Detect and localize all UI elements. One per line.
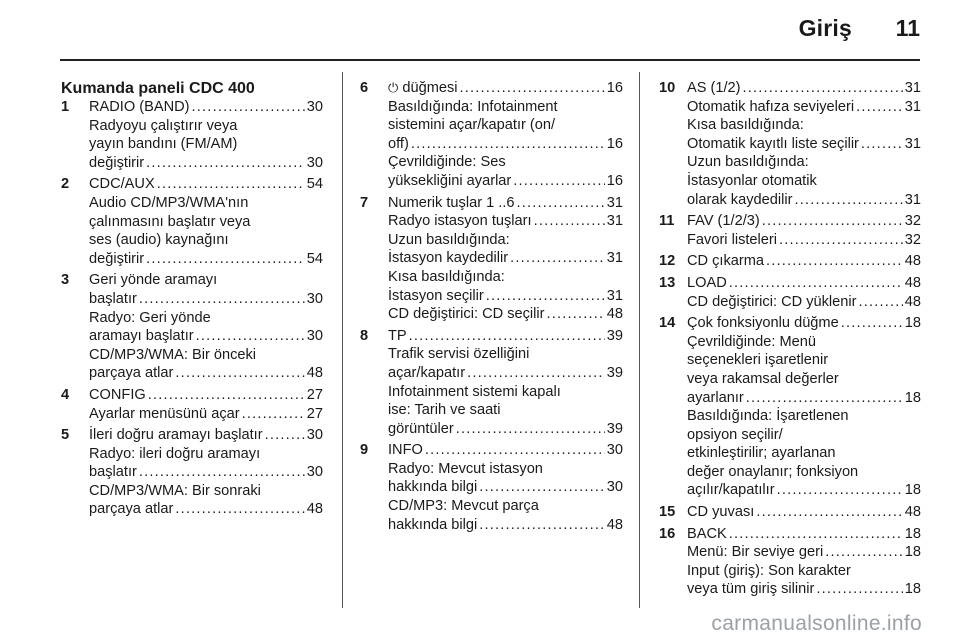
column-right: [659, 79, 921, 602]
entry-text: Menü: Bir seviye geri: [687, 544, 824, 561]
page-reference-link[interactable]: 16: [606, 80, 623, 96]
index-entry: [61, 98, 323, 172]
entry-line: CD/MP3/WMA: Bir sonraki: [89, 482, 261, 499]
page-reference-link[interactable]: 27: [306, 405, 323, 422]
dot-leader: [794, 191, 902, 210]
dot-leader: [762, 212, 903, 231]
entry-line-with-page: [89, 290, 323, 309]
entry-text-wrap: [89, 426, 263, 445]
entry-text-wrap: [388, 194, 515, 213]
entry-text-wrap: [388, 212, 532, 231]
entry-text-wrap: [388, 441, 423, 460]
entry-line-with-page: [388, 79, 623, 98]
index-entry: [61, 426, 323, 519]
page-title: Giriş: [798, 15, 852, 41]
entry-text: off): [388, 135, 409, 152]
entry-line: etkinleştirilir; ayarlanan: [687, 445, 836, 462]
entry-number: 5: [61, 427, 70, 444]
entry-text-wrap: [388, 516, 477, 535]
watermark: carmanualsonline.info: [711, 612, 922, 635]
entry-text-wrap: [89, 364, 173, 383]
entry-text: Otomatik kayıtlı liste seçilir: [687, 135, 859, 152]
page-reference-link[interactable]: 18: [904, 581, 921, 598]
entry-line-with-page: [687, 98, 921, 117]
dot-leader: [409, 327, 605, 346]
entry-text: AS (1/2): [687, 80, 741, 96]
entry-text: CD çıkarma: [687, 253, 765, 270]
column-divider: [639, 72, 640, 608]
page-reference-link[interactable]: 16: [606, 172, 623, 189]
entry-text-wrap: [89, 405, 240, 424]
entry-line-with-page: [388, 364, 623, 383]
dot-leader: [841, 314, 903, 333]
entry-number: 6: [360, 80, 369, 96]
page-reference-link[interactable]: 18: [904, 544, 921, 561]
entry-text: parçaya atlar: [89, 501, 174, 518]
entry-line-with-page: [388, 478, 623, 497]
entry-number: 3: [61, 272, 70, 289]
entry-text-wrap: [388, 135, 409, 154]
page-reference-link[interactable]: 30: [306, 154, 323, 171]
entry-text-wrap: [687, 580, 814, 599]
dot-leader: [265, 426, 305, 445]
entry-line-with-page: [388, 172, 623, 191]
page-reference-link[interactable]: 30: [306, 99, 323, 115]
page-reference-link[interactable]: 18: [904, 315, 921, 332]
entry-text: veya tüm giriş silinir: [687, 581, 815, 598]
dot-leader: [729, 525, 903, 544]
dot-leader: [479, 516, 605, 535]
entry-text: CD değiştirici: CD seçilir: [388, 306, 545, 323]
entry-line-with-page: [687, 314, 921, 333]
entry-text-wrap: [687, 212, 760, 231]
page-reference-link[interactable]: 31: [606, 194, 623, 211]
entry-line-with-page: [89, 327, 323, 346]
entry-text: düğmesi: [402, 80, 458, 96]
entry-text: FAV (1/2/3): [687, 213, 760, 230]
page-reference-link[interactable]: 48: [904, 504, 921, 521]
page-reference-link[interactable]: 30: [306, 464, 323, 481]
entry-text-wrap: [687, 389, 744, 408]
page-reference-link[interactable]: 31: [606, 250, 623, 267]
entry-text: olarak kaydedilir: [687, 191, 793, 208]
entry-text-wrap: [89, 386, 146, 405]
page-number: 11: [895, 15, 920, 41]
entry-number: 12: [659, 253, 676, 270]
page-reference-link[interactable]: 31: [904, 191, 921, 208]
entry-line-with-page: [687, 389, 921, 408]
dot-leader: [547, 305, 605, 324]
entry-line-with-page: [687, 274, 921, 293]
entry-text-wrap: [388, 249, 508, 268]
dot-leader: [460, 79, 605, 98]
page-reference-link[interactable]: 48: [606, 306, 623, 323]
dot-leader: [766, 252, 903, 271]
entry-line: Kısa basıldığında:: [388, 268, 505, 285]
entry-text-wrap: [89, 290, 137, 309]
entry-text-wrap: [687, 98, 854, 117]
dot-leader: [756, 503, 902, 522]
entry-text: görüntüler: [388, 420, 454, 437]
entry-line: Trafik servisi özelliğini: [388, 346, 530, 363]
dot-leader: [479, 478, 605, 497]
index-entry: [659, 525, 921, 599]
dot-leader: [242, 405, 305, 424]
index-entry: [659, 252, 921, 271]
entry-text: parçaya atlar: [89, 365, 174, 382]
entry-text-wrap: [687, 191, 792, 210]
entry-line-with-page: [388, 249, 623, 268]
entry-line-with-page: [89, 463, 323, 482]
entry-line-with-page: [388, 516, 623, 535]
entry-line-with-page: [687, 79, 921, 98]
entry-text: İstasyon kaydedilir: [388, 250, 509, 267]
entry-text: Favori listeleri: [687, 231, 778, 248]
entry-line: Infotainment sistemi kapalı: [388, 383, 561, 400]
entry-text-wrap: [687, 231, 777, 250]
page-reference-link[interactable]: 30: [606, 442, 623, 459]
dot-leader: [456, 420, 605, 439]
dot-leader: [139, 463, 305, 482]
entry-text-wrap: [687, 274, 727, 293]
entry-text-wrap: [89, 327, 194, 346]
dot-leader: [856, 98, 903, 117]
page-reference-link[interactable]: 48: [904, 293, 921, 310]
page-reference-link[interactable]: 31: [904, 98, 921, 115]
index-entry: [360, 327, 623, 439]
entry-line-with-page: [687, 503, 921, 522]
entry-text-wrap: [388, 79, 458, 98]
entry-number: 14: [659, 315, 676, 332]
entry-text-wrap: [687, 525, 727, 544]
dot-leader: [816, 580, 902, 599]
entry-line-with-page: [89, 250, 323, 269]
entry-text: değiştirir: [89, 250, 145, 267]
page-header: [60, 0, 920, 62]
entry-line-with-page: [687, 231, 921, 250]
dot-leader: [139, 290, 305, 309]
dot-leader: [534, 212, 605, 231]
page-reference-link[interactable]: 30: [606, 479, 623, 496]
section-title: Kumanda paneli CDC 400: [61, 80, 255, 97]
page-reference-link[interactable]: 39: [606, 364, 623, 381]
entry-number: 1: [61, 99, 70, 115]
entry-line-with-page: [388, 287, 623, 306]
entry-line-with-page: [89, 500, 323, 519]
entry-line-with-page: [388, 327, 623, 346]
index-entry: [360, 79, 623, 191]
entry-line-with-page: [89, 175, 323, 194]
index-entry: [360, 194, 623, 324]
entry-line-with-page: [687, 525, 921, 544]
entry-text: İleri doğru aramayı başlatır: [89, 427, 263, 444]
page-reference-link[interactable]: 48: [606, 516, 623, 533]
entry-line: Geri yönde aramayı: [89, 272, 218, 289]
entry-text-wrap: [388, 305, 545, 324]
entry-line: seçenekleri işaretlenir: [687, 352, 829, 369]
entry-text: CD yuvası: [687, 504, 755, 521]
column-middle: [360, 79, 623, 537]
dot-leader: [859, 293, 903, 312]
page-reference-link[interactable]: 54: [306, 176, 323, 193]
entry-line-with-page: [388, 135, 623, 154]
entry-number: 4: [61, 386, 70, 403]
page-reference-link[interactable]: 32: [904, 231, 921, 248]
index-entry: [360, 441, 623, 534]
dot-leader: [510, 249, 605, 268]
index-entry: [659, 79, 921, 209]
entry-line-with-page: [687, 293, 921, 312]
entry-number: 11: [659, 213, 675, 230]
entry-text-wrap: [89, 500, 173, 519]
entry-text-wrap: [89, 463, 137, 482]
entry-line-with-page: [687, 135, 921, 154]
entry-text: LOAD: [687, 274, 727, 291]
entry-line-with-page: [89, 364, 323, 383]
entry-text: İstasyon seçilir: [388, 287, 484, 304]
page-reference-link[interactable]: 48: [306, 365, 323, 382]
entry-line-with-page: [89, 98, 323, 117]
dot-leader: [175, 500, 304, 519]
dot-leader: [148, 386, 305, 405]
entry-text: başlatır: [89, 464, 137, 481]
index-entry: [659, 212, 921, 249]
entry-text: yüksekliğini ayarlar: [388, 172, 512, 189]
entry-line: değer onaylanır; fonksiyon: [687, 463, 859, 480]
page-reference-link[interactable]: 30: [306, 290, 323, 307]
entry-line: çalınmasını başlatır veya: [89, 213, 251, 230]
entry-text-wrap: [89, 175, 155, 194]
entry-number: 16: [659, 525, 676, 542]
index-entry: [659, 274, 921, 311]
entry-text: Radyo istasyon tuşları: [388, 213, 532, 230]
page-reference-link[interactable]: 31: [904, 80, 921, 96]
page-reference-link[interactable]: 30: [306, 427, 323, 444]
entry-text-wrap: [89, 154, 144, 173]
entry-text: ayarlanır: [687, 389, 744, 406]
entry-text-wrap: [388, 172, 511, 191]
index-entry: [61, 271, 323, 383]
entry-number: 15: [659, 504, 676, 521]
entry-line: Uzun basıldığında:: [687, 154, 809, 171]
power-icon: ⏻: [388, 80, 399, 95]
dot-leader: [517, 194, 605, 213]
page-reference-link[interactable]: 31: [904, 135, 921, 152]
dot-leader: [146, 250, 305, 269]
entry-text-wrap: [687, 314, 839, 333]
entry-text-wrap: [89, 98, 190, 117]
entry-line: Çevrildiğinde: Ses: [388, 154, 506, 171]
dot-leader: [513, 172, 604, 191]
entry-line-with-page: [687, 252, 921, 271]
entry-text: BACK: [687, 525, 727, 542]
dot-leader: [779, 231, 903, 250]
page-reference-link[interactable]: 16: [606, 135, 623, 152]
page-reference-link[interactable]: 48: [904, 274, 921, 291]
entry-text: hakkında bilgi: [388, 479, 478, 496]
dot-leader: [861, 135, 903, 154]
dot-leader: [746, 389, 903, 408]
page-reference-link[interactable]: 18: [904, 525, 921, 542]
entry-text: TP: [388, 327, 407, 344]
dot-leader: [777, 481, 903, 500]
entry-line-with-page: [388, 194, 623, 213]
entry-text: INFO: [388, 442, 423, 459]
entry-number: 8: [360, 327, 369, 344]
entry-text: Otomatik hafıza seviyeleri: [687, 98, 855, 115]
entry-text-wrap: [388, 478, 477, 497]
entry-text-wrap: [687, 481, 775, 500]
entry-text-wrap: [687, 543, 823, 562]
page-reference-link[interactable]: 31: [606, 213, 623, 230]
entry-text: açılır/kapatılır: [687, 482, 775, 499]
entry-text: Çok fonksiyonlu düğme: [687, 315, 839, 332]
page-reference-link[interactable]: 39: [606, 420, 623, 437]
entry-line: ses (audio) kaynağını: [89, 232, 229, 249]
entry-line: Basıldığında: Infotainment: [388, 98, 558, 115]
entry-line-with-page: [687, 543, 921, 562]
index-entry: [659, 314, 921, 500]
entry-text-wrap: [687, 79, 741, 98]
dot-leader: [467, 364, 605, 383]
dot-leader: [425, 441, 605, 460]
entry-number: 10: [659, 80, 676, 96]
page-reference-link[interactable]: 48: [306, 501, 323, 518]
entry-text: Numerik tuşlar 1 ..6: [388, 194, 515, 211]
page-reference-link[interactable]: 32: [904, 213, 921, 230]
entry-line-with-page: [687, 481, 921, 500]
entry-text-wrap: [388, 287, 484, 306]
page-reference-link[interactable]: 48: [904, 253, 921, 270]
entry-line-with-page: [687, 212, 921, 231]
dot-leader: [196, 327, 305, 346]
entry-line: Kısa basıldığında:: [687, 117, 804, 134]
entry-line-with-page: [687, 191, 921, 210]
dot-leader: [146, 154, 305, 173]
entry-number: 13: [659, 274, 676, 291]
entry-line-with-page: [89, 405, 323, 424]
entry-text-wrap: [687, 252, 764, 271]
entry-line: Uzun basıldığında:: [388, 231, 510, 248]
page-reference-link[interactable]: 18: [904, 482, 921, 499]
dot-leader: [729, 274, 903, 293]
entry-text: aramayı başlatır: [89, 328, 194, 345]
entry-text-wrap: [388, 327, 407, 346]
entry-number: 7: [360, 194, 369, 211]
entry-line: Çevrildiğinde: Menü: [687, 333, 816, 350]
page-reference-link[interactable]: 39: [606, 327, 623, 344]
entry-line: Radyo: ileri doğru aramayı: [89, 445, 261, 462]
dot-leader: [157, 175, 305, 194]
header-divider: [60, 59, 920, 61]
column-divider: [342, 72, 343, 608]
entry-line: sistemini açar/kapatır (on/: [388, 117, 556, 134]
index-entry: [61, 175, 323, 268]
page-reference-link[interactable]: 54: [306, 250, 323, 267]
entry-text: CONFIG: [89, 386, 146, 403]
column-left: [61, 79, 323, 522]
entry-line: veya rakamsal değerler: [687, 370, 839, 387]
entry-text: RADIO (BAND): [89, 99, 190, 115]
entry-line: CD/MP3/WMA: Bir önceki: [89, 346, 257, 363]
index-entry: [659, 503, 921, 522]
entry-line: ise: Tarih ve saati: [388, 402, 501, 419]
entry-line: CD/MP3: Mevcut parça: [388, 498, 539, 515]
entry-line: yayın bandını (FM/AM): [89, 136, 238, 153]
entry-text: başlatır: [89, 290, 137, 307]
entry-text-wrap: [687, 503, 754, 522]
page-reference-link[interactable]: 31: [606, 287, 623, 304]
entry-line-with-page: [89, 386, 323, 405]
page-reference-link[interactable]: 18: [904, 389, 921, 406]
entry-line: Basıldığında: İşaretlenen: [687, 408, 849, 425]
entry-text: değiştirir: [89, 154, 145, 171]
entry-text: açar/kapatır: [388, 364, 466, 381]
entry-text: CDC/AUX: [89, 176, 155, 193]
entry-line-with-page: [388, 212, 623, 231]
entry-line-with-page: [388, 420, 623, 439]
page-reference-link[interactable]: 30: [306, 328, 323, 345]
entry-line: Input (giriş): Son karakter: [687, 562, 851, 579]
entry-text-wrap: [89, 250, 144, 269]
entry-text: Ayarlar menüsünü açar: [89, 405, 240, 422]
entry-number: 9: [360, 442, 369, 459]
dot-leader: [743, 79, 903, 98]
page-reference-link[interactable]: 27: [306, 386, 323, 403]
entry-line-with-page: [388, 305, 623, 324]
entry-text-wrap: [388, 364, 465, 383]
entry-number: 2: [61, 176, 70, 193]
entry-line-with-page: [687, 580, 921, 599]
entry-text-wrap: [687, 135, 859, 154]
entry-line-with-page: [89, 154, 323, 173]
entry-text: hakkında bilgi: [388, 516, 478, 533]
dot-leader: [411, 135, 605, 154]
entry-line: Audio CD/MP3/WMA'nın: [89, 194, 249, 211]
entry-line-with-page: [89, 426, 323, 445]
entry-line: İstasyonlar otomatik: [687, 172, 817, 189]
entry-line: opsiyon seçilir/: [687, 426, 783, 443]
entry-line: Radyo: Geri yönde: [89, 309, 211, 326]
entry-text-wrap: [687, 293, 857, 312]
entry-line: Radyoyu çalıştırır veya: [89, 117, 238, 134]
index-entry: [61, 386, 323, 423]
dot-leader: [175, 364, 304, 383]
entry-text: CD değiştirici: CD yüklenir: [687, 293, 857, 310]
dot-leader: [825, 543, 903, 562]
dot-leader: [192, 98, 305, 117]
dot-leader: [486, 287, 605, 306]
entry-line: Radyo: Mevcut istasyon: [388, 460, 543, 477]
entry-text-wrap: [388, 420, 454, 439]
entry-line-with-page: [388, 441, 623, 460]
